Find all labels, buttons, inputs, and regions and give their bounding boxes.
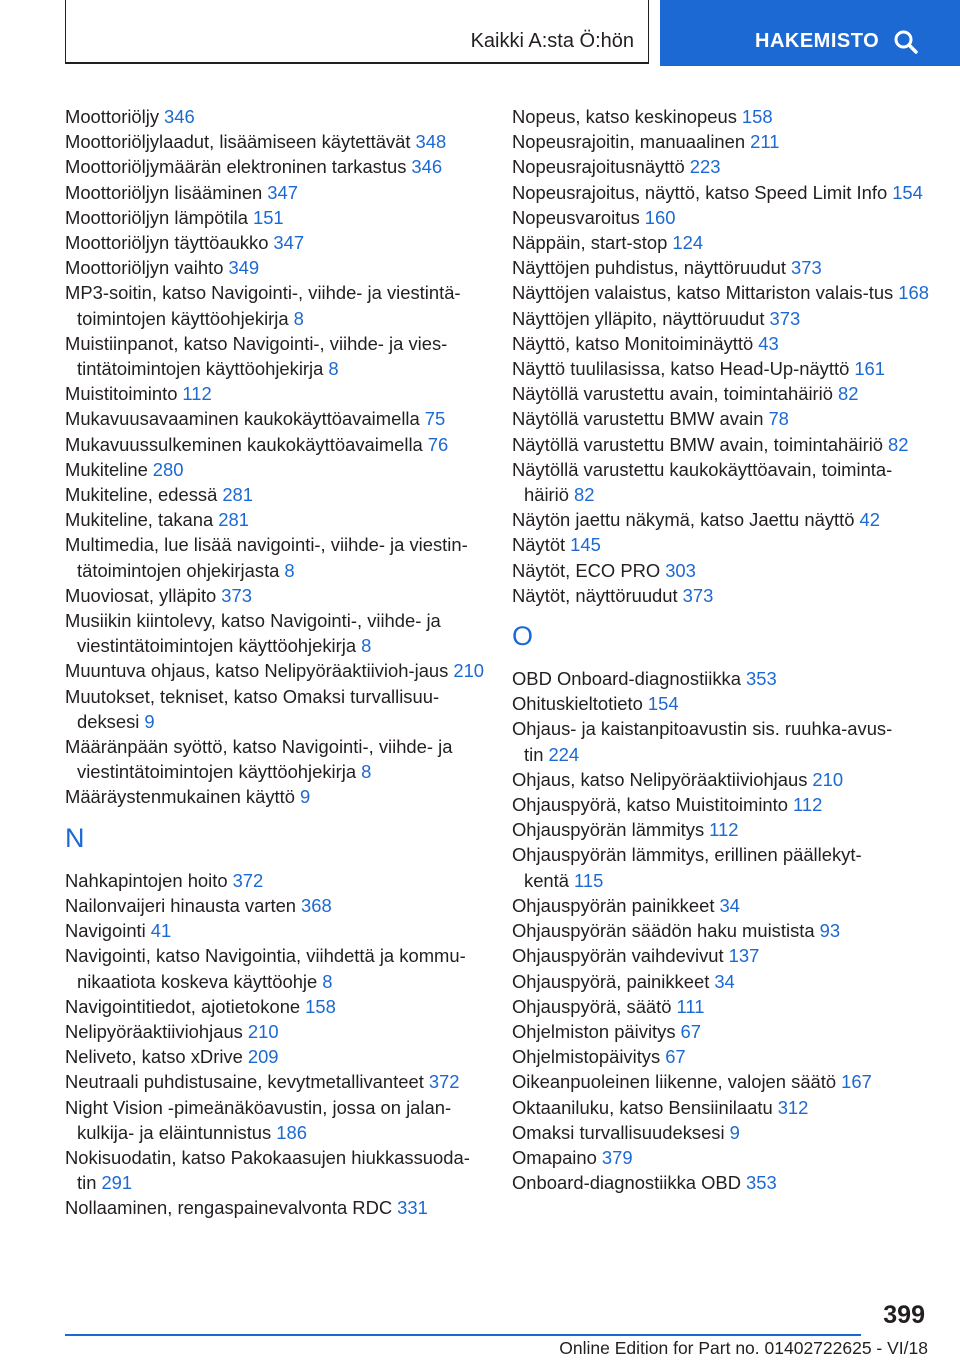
index-entry bbox=[512, 943, 932, 968]
index-page-link[interactable]: 82 bbox=[837, 383, 859, 405]
index-entry-text: Night Vision -pimeänäköavustin, jossa on jalan-kulkija- ja eläintunnistus bbox=[65, 1096, 452, 1143]
index-entry-text: Ohituskieltotieto bbox=[512, 693, 643, 715]
index-entry bbox=[512, 792, 932, 817]
index-entry bbox=[512, 129, 932, 154]
index-page-link[interactable]: 353 bbox=[745, 1172, 777, 1194]
index-entry-text: Neliveto, katso xDrive bbox=[65, 1046, 243, 1068]
index-page-link[interactable]: 161 bbox=[854, 358, 886, 380]
index-page-link[interactable]: 348 bbox=[415, 131, 447, 153]
index-entry-text: Nollaaminen, rengaspainevalvonta RDC bbox=[65, 1197, 393, 1219]
index-entry-text: Näyttö tuulilasissa, katso Head-Up-näyttö bbox=[512, 358, 850, 380]
index-page-link[interactable]: 349 bbox=[228, 257, 260, 279]
index-entry bbox=[512, 583, 932, 608]
index-entry-text: Ohjauspyörä, painikkeet bbox=[512, 970, 710, 992]
index-entry-text: Näyttö, katso Monitoiminäyttö bbox=[512, 332, 754, 354]
index-entry-text: Määräystenmukainen käyttö bbox=[65, 786, 295, 808]
index-page-link[interactable]: 373 bbox=[769, 307, 801, 329]
index-entry bbox=[512, 381, 932, 406]
index-entry-text: Oikeanpuoleinen liikenne, valojen säätö bbox=[512, 1071, 837, 1093]
index-entry-text: MP3-soitin, katso Navigointi-, viihde- ja viestintä-toimintojen käyttöohjekirja bbox=[65, 282, 461, 329]
index-page-link[interactable]: 93 bbox=[819, 920, 841, 942]
index-entry-text: Ohjaus, katso Nelipyöräaktiiviohjaus bbox=[512, 768, 808, 790]
index-entry bbox=[65, 1095, 485, 1145]
index-entry bbox=[65, 608, 485, 658]
index-page-link[interactable]: 312 bbox=[777, 1096, 809, 1118]
index-entry-text: Nahkapintojen hoito bbox=[65, 869, 228, 891]
index-entry bbox=[512, 1069, 932, 1094]
index-page-link[interactable]: 124 bbox=[672, 232, 704, 254]
index-entry-text: Navigointi bbox=[65, 920, 146, 942]
index-page-link[interactable]: 111 bbox=[676, 995, 705, 1017]
footer-edition: Online Edition for Part no. 01402722625 - VI/18 bbox=[559, 1338, 928, 1358]
index-entry-text: Nopeusrajoitusnäyttö bbox=[512, 156, 685, 178]
index-entry-text: Ohjauspyörän lämmitys bbox=[512, 819, 705, 841]
index-page-link[interactable]: 368 bbox=[301, 894, 332, 916]
index-entry-text: Ohjauspyörän vaihdevivut bbox=[512, 945, 724, 967]
index-entry bbox=[65, 406, 485, 431]
index-entry-text: Ohjelmistopäivitys bbox=[512, 1046, 661, 1068]
index-entry-text: Ohjauspyörä, säätö bbox=[512, 995, 672, 1017]
index-entry-text: Neutraali puhdistusaine, kevytmetallivanteet bbox=[65, 1071, 424, 1093]
index-letter-heading: N bbox=[65, 822, 85, 853]
tab-index-label: HAKEMISTO bbox=[755, 30, 880, 52]
index-entry-text: Mukavuusavaaminen kaukokäyttöavaimella bbox=[65, 408, 420, 430]
index-entry-text: Mukiteline, takana bbox=[65, 509, 214, 531]
index-entry-text: Navigointitiedot, ajotietokone bbox=[65, 995, 301, 1017]
index-page-link[interactable]: 353 bbox=[745, 668, 777, 690]
index-page-link[interactable]: 303 bbox=[665, 559, 696, 581]
index-entry-text: Ohjelmiston päivitys bbox=[512, 1020, 676, 1042]
index-page-link[interactable]: 115 bbox=[574, 869, 604, 891]
top-navigation bbox=[0, 0, 960, 66]
index-page-link[interactable]: 82 bbox=[573, 484, 595, 506]
index-entry bbox=[512, 1120, 932, 1145]
index-entry bbox=[65, 129, 485, 154]
index-entry bbox=[65, 432, 485, 457]
index-entry bbox=[512, 255, 932, 280]
index-entry bbox=[512, 817, 932, 842]
index-page-link[interactable]: 372 bbox=[428, 1071, 460, 1093]
index-entry bbox=[512, 969, 932, 994]
index-entry bbox=[512, 280, 932, 305]
index-page-link[interactable]: 43 bbox=[758, 332, 779, 354]
index-page-link[interactable]: 151 bbox=[252, 206, 284, 228]
index-entry-text: Moottoriöljylaadut, lisäämiseen käytettävät bbox=[65, 131, 411, 153]
index-entry bbox=[65, 507, 485, 532]
index-entry bbox=[512, 893, 932, 918]
index-entry-text: Määränpään syöttö, katso Navigointi-, viihde- ja viestintätoimintojen käyttöohjekirja bbox=[65, 736, 453, 783]
index-entry bbox=[65, 1019, 485, 1044]
index-entry bbox=[512, 842, 932, 892]
index-page-link[interactable]: 34 bbox=[714, 970, 735, 992]
index-page-link[interactable]: 154 bbox=[892, 181, 923, 203]
index-entry-text: Omapaino bbox=[512, 1146, 597, 1168]
index-page-link[interactable]: 373 bbox=[221, 584, 252, 606]
index-page-link[interactable]: 209 bbox=[247, 1046, 279, 1068]
index-page-link[interactable]: 160 bbox=[644, 206, 676, 228]
index-entry bbox=[512, 666, 932, 691]
index-entry bbox=[65, 255, 485, 280]
index-entry-text: Ohjaus- ja kaistanpitoavustin sis. ruuhka-avus-tin bbox=[512, 718, 893, 765]
index-entry-text: Muistitoiminto bbox=[65, 383, 178, 405]
index-entry bbox=[512, 1145, 932, 1170]
index-entry-text: OBD Onboard-diagnostiikka bbox=[512, 668, 741, 690]
index-page-link[interactable]: 8 bbox=[322, 970, 333, 992]
index-entry bbox=[65, 532, 485, 582]
index-page-link[interactable]: 8 bbox=[328, 358, 339, 380]
index-entry bbox=[65, 381, 485, 406]
index-entry bbox=[512, 306, 932, 331]
index-entry bbox=[65, 1044, 485, 1069]
index-entry-text: Ohjauspyörän lämmitys, erillinen päällekyt-kentä bbox=[512, 844, 862, 891]
index-page-link[interactable]: 291 bbox=[101, 1172, 133, 1194]
index-entry-text: Näppäin, start-stop bbox=[512, 232, 668, 254]
index-entry bbox=[65, 893, 485, 918]
index-entry-text: Muistiinpanot, katso Navigointi-, viihde- ja vies-tintätoimintojen käyttöohjekirja bbox=[65, 332, 448, 380]
index-page-link[interactable]: 76 bbox=[427, 433, 449, 455]
index-entry-text: Näytön jaettu näkymä, katso Jaettu näyttö bbox=[512, 509, 855, 531]
index-entry-text: Musiikin kiintolevy, katso Navigointi-, viihde- ja viestintätoimintojen käyttöohjekirja bbox=[65, 610, 441, 657]
index-entry bbox=[65, 658, 485, 683]
index-entry-text: Ohjauspyörä, katso Muistitoiminto bbox=[512, 794, 788, 816]
index-entry bbox=[512, 154, 932, 179]
index-page-link[interactable]: 154 bbox=[647, 693, 679, 715]
index-entry-text: Näyttöjen ylläpito, näyttöruudut bbox=[512, 307, 765, 329]
index-entry-text: Navigointi, katso Navigointia, viihdettä ja kommu-nikaatiota koskeva käyttöohje bbox=[65, 945, 466, 992]
index-entry bbox=[65, 784, 485, 809]
index-page-link[interactable]: 168 bbox=[898, 282, 929, 304]
index-page-link[interactable]: 8 bbox=[293, 307, 304, 329]
index-entry-text: Mukiteline bbox=[65, 458, 148, 480]
index-entry-text: Moottoriöljyn täyttöaukko bbox=[65, 232, 269, 254]
index-entry bbox=[512, 1019, 932, 1044]
index-entry bbox=[65, 280, 485, 330]
index-page-link[interactable]: 112 bbox=[709, 819, 739, 841]
index-page-link[interactable]: 331 bbox=[397, 1197, 428, 1219]
index-entry-text: Näytöllä varustettu BMW avain, toimintahäiriö bbox=[512, 433, 884, 455]
search-icon[interactable] bbox=[893, 29, 919, 55]
index-entry bbox=[512, 507, 932, 532]
tab-a-to-z[interactable]: Kaikki A:sta Ö:hön bbox=[65, 0, 649, 64]
index-entry bbox=[65, 180, 485, 205]
index-page-link[interactable]: 186 bbox=[276, 1121, 307, 1143]
index-entry bbox=[512, 767, 932, 792]
index-entry bbox=[65, 457, 485, 482]
index-entry-text: Näytöt bbox=[512, 534, 566, 556]
index-page-link[interactable]: 34 bbox=[719, 894, 740, 916]
page-number: 399 bbox=[883, 1301, 925, 1329]
index-entry-text: Nailonvaijeri hinausta varten bbox=[65, 894, 297, 916]
index-entry bbox=[65, 1195, 485, 1220]
index-entry-text: Nopeusvaroitus bbox=[512, 206, 640, 228]
index-entry-text: Nopeus, katso keskinopeus bbox=[512, 106, 737, 127]
index-column-left bbox=[65, 104, 485, 1221]
index-entry-text: Nopeusrajoitin, manuaalinen bbox=[512, 131, 746, 153]
index-page-link[interactable]: 75 bbox=[424, 408, 446, 430]
index-page-link[interactable]: 281 bbox=[218, 509, 249, 531]
index-entry bbox=[65, 684, 485, 734]
index-entry bbox=[65, 994, 485, 1019]
index-page-link[interactable]: 41 bbox=[150, 920, 172, 942]
index-page-link[interactable]: 167 bbox=[841, 1071, 872, 1093]
index-page-link[interactable]: 9 bbox=[729, 1121, 740, 1143]
index-page-link[interactable]: 67 bbox=[665, 1046, 686, 1068]
index-page-link[interactable]: 112 bbox=[792, 794, 823, 816]
index-entry-text: Mukiteline, edessä bbox=[65, 484, 218, 506]
index-entry bbox=[512, 1170, 932, 1195]
index-page-link[interactable]: 372 bbox=[232, 869, 264, 891]
index-page-link[interactable]: 78 bbox=[768, 408, 789, 430]
index-page-link[interactable]: 210 bbox=[453, 660, 485, 682]
index-page-link[interactable]: 210 bbox=[247, 1020, 279, 1042]
index-entry bbox=[512, 558, 932, 583]
index-entry-text: Nokisuodatin, katso Pakokaasujen hiukkassuoda-tin bbox=[65, 1146, 470, 1194]
index-entry bbox=[65, 734, 485, 784]
index-entry bbox=[512, 104, 932, 129]
index-entry bbox=[512, 691, 932, 716]
index-page-link[interactable]: 42 bbox=[859, 509, 880, 531]
index-page-link[interactable]: 210 bbox=[812, 768, 844, 790]
index-entry bbox=[65, 918, 485, 943]
index-entry bbox=[65, 331, 485, 381]
index-page-link[interactable]: 158 bbox=[741, 106, 773, 127]
index-entry bbox=[512, 406, 932, 431]
index-column-right bbox=[512, 104, 932, 1195]
index-page-link[interactable]: 8 bbox=[284, 559, 295, 581]
index-entry bbox=[512, 1095, 932, 1120]
index-page-link[interactable]: 346 bbox=[164, 106, 195, 127]
index-page-link[interactable]: 158 bbox=[305, 995, 336, 1017]
index-page-link[interactable]: 347 bbox=[273, 232, 305, 254]
index-entry-text: Näytöllä varustettu BMW avain bbox=[512, 408, 764, 430]
index-entry bbox=[65, 482, 485, 507]
index-entry bbox=[512, 331, 932, 356]
index-entry bbox=[512, 918, 932, 943]
index-page-link[interactable]: 373 bbox=[791, 257, 822, 279]
index-entry-text: Moottoriöljyn lisääminen bbox=[65, 181, 263, 203]
index-entry bbox=[512, 180, 932, 205]
index-page-link[interactable]: 112 bbox=[182, 383, 212, 405]
index-entry-text: Näyttöjen valaistus, katso Mittariston valais-tus bbox=[512, 282, 894, 304]
index-entry bbox=[65, 868, 485, 893]
index-entry-text: Nelipyöräaktiiviohjaus bbox=[65, 1020, 243, 1042]
index-entry bbox=[512, 994, 932, 1019]
index-entry bbox=[512, 716, 932, 766]
index-entry-text: Nopeusrajoitus, näyttö, katso Speed Limit Info bbox=[512, 181, 888, 203]
index-page-link[interactable]: 347 bbox=[267, 181, 298, 203]
index-entry bbox=[65, 104, 485, 129]
index-page-link[interactable]: 8 bbox=[361, 635, 372, 657]
index-entry-text: Näytöt, näyttöruudut bbox=[512, 584, 678, 606]
index-entry bbox=[65, 154, 485, 179]
index-page-link[interactable]: 9 bbox=[300, 786, 311, 808]
index-entry-text: Ohjauspyörän säädön haku muistista bbox=[512, 920, 815, 942]
index-entry-text: Muutokset, tekniset, katso Omaksi turvallisuu-deksesi bbox=[65, 685, 440, 732]
index-entry-text: Moottoriöljyn lämpötila bbox=[65, 206, 248, 228]
index-page-link[interactable]: 9 bbox=[144, 710, 155, 732]
index-entry bbox=[65, 205, 485, 230]
index-entry-text: Näytöllä varustettu kaukokäyttöavain, toiminta-häiriö bbox=[512, 458, 893, 506]
index-page-link[interactable]: 137 bbox=[728, 945, 760, 967]
index-entry-text: Moottoriöljymäärän elektroninen tarkastus bbox=[65, 156, 407, 178]
index-page-link[interactable]: 346 bbox=[411, 156, 443, 178]
index-page-link[interactable]: 224 bbox=[548, 743, 580, 765]
index-page-link[interactable]: 379 bbox=[601, 1146, 633, 1168]
index-page-link[interactable]: 280 bbox=[152, 458, 184, 480]
index-entry-text: Moottoriöljyn vaihto bbox=[65, 257, 224, 279]
index-entry-text: Oktaaniluku, katso Bensiinilaatu bbox=[512, 1096, 773, 1118]
index-entry-text: Multimedia, lue lisää navigointi-, viihde- ja viestin-tätoimintojen ohjekirjasta bbox=[65, 534, 468, 581]
index-entry-text: Omaksi turvallisuudeksesi bbox=[512, 1121, 725, 1143]
index-entry bbox=[512, 1044, 932, 1069]
index-page-link[interactable]: 211 bbox=[750, 131, 780, 153]
index-entry-text: Näytöt, ECO PRO bbox=[512, 559, 661, 581]
index-entry bbox=[512, 532, 932, 557]
index-page-link[interactable]: 82 bbox=[888, 433, 909, 455]
index-page-link[interactable]: 223 bbox=[689, 156, 721, 178]
index-page-link[interactable]: 145 bbox=[570, 534, 601, 556]
index-letter-heading: O bbox=[512, 621, 534, 652]
index-entry bbox=[512, 457, 932, 507]
index-entry-text: Moottoriöljy bbox=[65, 106, 160, 127]
index-entry bbox=[65, 583, 485, 608]
index-page-link[interactable]: 8 bbox=[361, 761, 372, 783]
index-page-link[interactable]: 373 bbox=[682, 584, 714, 606]
index-entry-text: Ohjauspyörän painikkeet bbox=[512, 894, 715, 916]
index-page-link[interactable]: 67 bbox=[680, 1020, 701, 1042]
index-entry bbox=[65, 230, 485, 255]
index-entry bbox=[512, 356, 932, 381]
index-entry bbox=[512, 432, 932, 457]
index-entry-text: Onboard-diagnostiikka OBD bbox=[512, 1172, 741, 1194]
index-entry-text: Muuntuva ohjaus, katso Nelipyöräaktiivioh-jaus bbox=[65, 660, 449, 682]
index-entry bbox=[65, 943, 485, 993]
index-entry-text: Muoviosat, ylläpito bbox=[65, 584, 217, 606]
index-entry bbox=[512, 205, 932, 230]
index-page-link[interactable]: 281 bbox=[222, 484, 254, 506]
index-entry-text: Mukavuussulkeminen kaukokäyttöavaimella bbox=[65, 433, 423, 455]
index-entry bbox=[65, 1069, 485, 1094]
index-entry bbox=[65, 1145, 485, 1195]
index-entry-text: Näyttöjen puhdistus, näyttöruudut bbox=[512, 257, 786, 279]
index-entry bbox=[512, 230, 932, 255]
index-entry-text: Näytöllä varustettu avain, toimintahäiriö bbox=[512, 383, 833, 405]
